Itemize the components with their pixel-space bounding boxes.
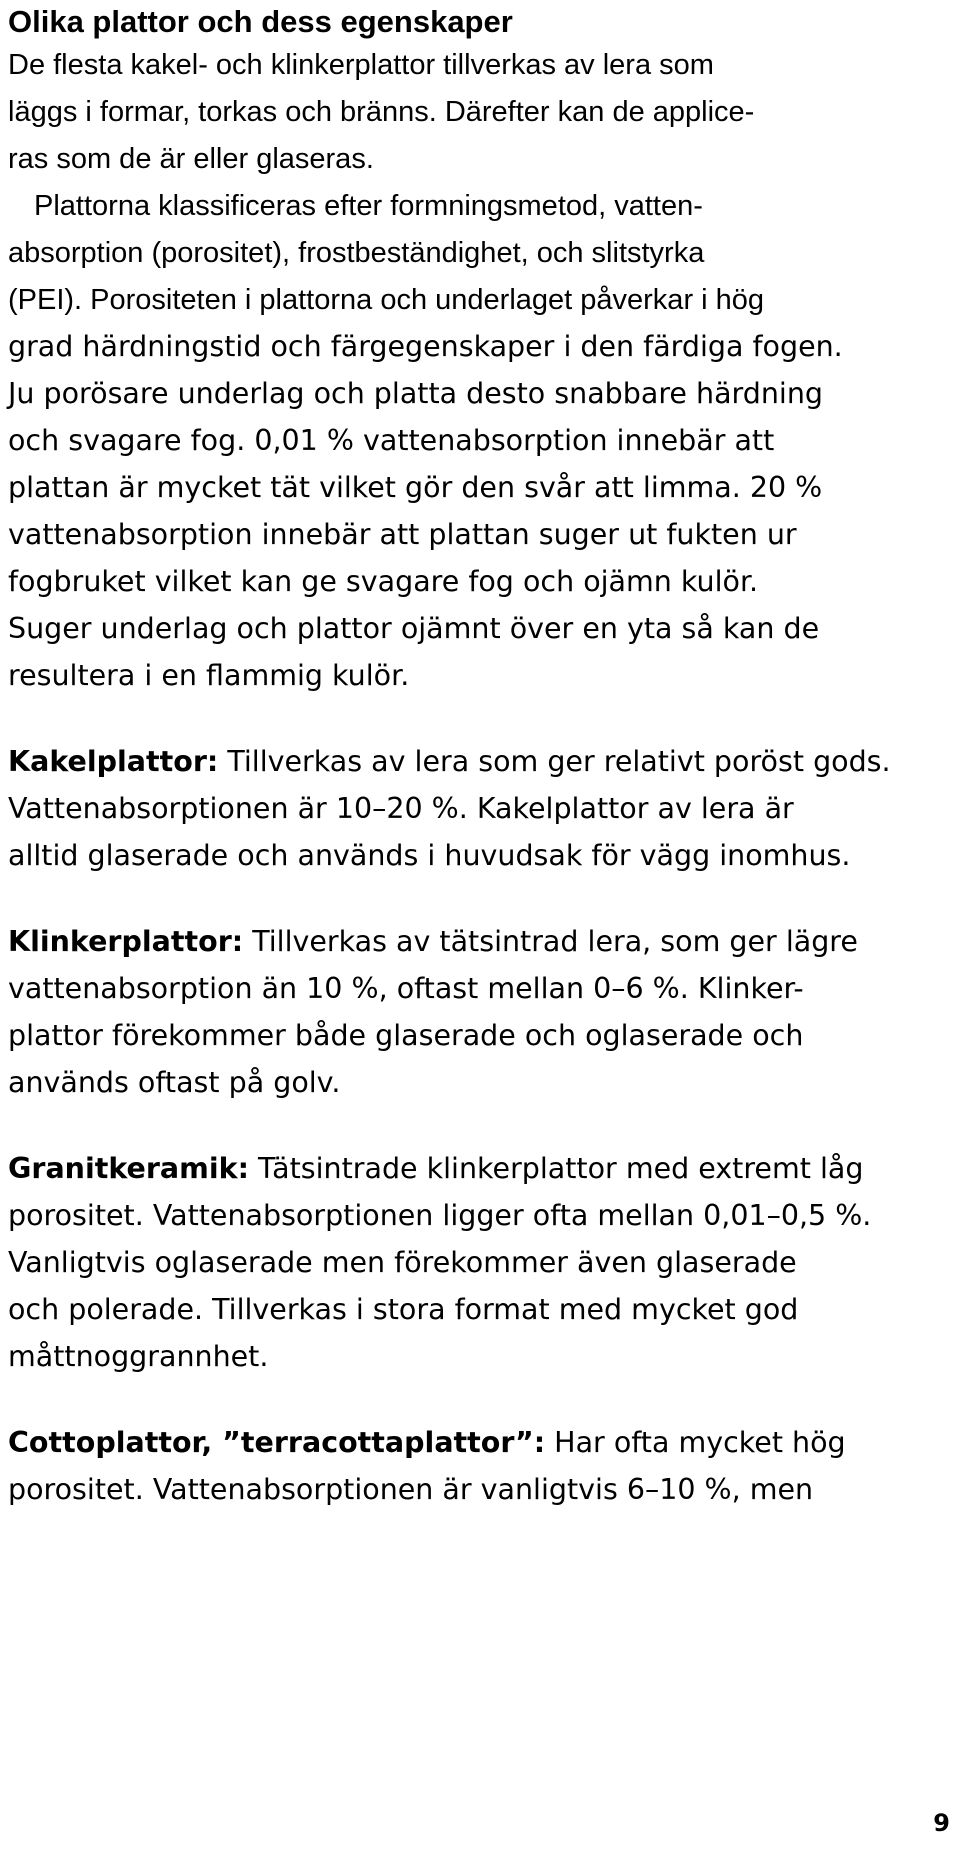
granit-definition-line (8, 1149, 863, 1189)
kakel-line: alltid glaserade och används i huvudsak för vägg inomhus. (8, 839, 851, 872)
body-line: fogbruket vilket kan ge svagare fog och ojämn kulör. (8, 565, 759, 598)
klinker-definition-line (8, 922, 858, 962)
granit-term: Granitkeramik: (8, 1152, 249, 1185)
body-line: grad härdningstid och färgegenskaper i den färdiga fogen. (8, 330, 843, 363)
intro-line: Plattorna klassificeras efter formningsmetod, vatten- (34, 190, 703, 222)
body-line: vattenabsorption innebär att plattan suger ut fukten ur (8, 518, 797, 551)
body-line: Suger underlag och plattor ojämnt över en yta så kan de (8, 612, 820, 645)
body-line: och svagare fog. 0,01 % vattenabsorption innebär att (8, 424, 775, 457)
intro-line: läggs i formar, torkas och bränns. Därefter kan de applice- (8, 96, 755, 128)
granit-line: porositet. Vattenabsorptionen ligger ofta mellan 0,01–0,5 %. (8, 1199, 872, 1232)
klinker-term: Klinkerplattor: (8, 925, 244, 958)
cotto-text: Har ofta mycket hög (545, 1426, 846, 1459)
cotto-line: porositet. Vattenabsorptionen är vanligtvis 6–10 %, men (8, 1473, 814, 1506)
cotto-definition-line (8, 1423, 846, 1463)
kakel-line: Vattenabsorptionen är 10–20 %. Kakelplattor av lera är (8, 792, 794, 825)
body-line: resultera i en flammig kulör. (8, 659, 410, 692)
kakel-definition-line (8, 742, 891, 782)
body-line: Ju porösare underlag och platta desto snabbare härdning (8, 377, 823, 410)
body-line: (PEI). Porositeten i plattorna och underlaget påverkar i hög (8, 284, 765, 316)
cotto-term: Cottoplattor, ”terracottaplattor”: (8, 1426, 546, 1459)
klinker-line: vattenabsorption än 10 %, oftast mellan 0–6 %. Klinker- (8, 972, 804, 1005)
klinker-line: plattor förekommer både glaserade och oglaserade och (8, 1019, 804, 1052)
klinker-line: används oftast på golv. (8, 1066, 341, 1099)
page-number: 9 (933, 1809, 950, 1837)
kakel-term: Kakelplattor: (8, 745, 219, 778)
granit-text: Tätsintrade klinkerplattor med extremt låg (248, 1152, 864, 1185)
section-heading: Olika plattor och dess egenskaper (8, 4, 513, 39)
intro-line: absorption (porositet), frostbeständighet, och slitstyrka (8, 237, 705, 269)
intro-line: ras som de är eller glaseras. (8, 143, 374, 175)
granit-line: Vanligtvis oglaserade men förekommer även glaserade (8, 1246, 797, 1279)
granit-line: måttnoggrannhet. (8, 1340, 269, 1373)
intro-line: De flesta kakel- och klinkerplattor tillverkas av lera som (8, 49, 714, 81)
kakel-text: Tillverkas av lera som ger relativt poröst gods. (218, 745, 891, 778)
klinker-text: Tillverkas av tätsintrad lera, som ger lägre (243, 925, 858, 958)
body-line: plattan är mycket tät vilket gör den svår att limma. 20 % (8, 471, 823, 504)
granit-line: och polerade. Tillverkas i stora format med mycket god (8, 1293, 799, 1326)
